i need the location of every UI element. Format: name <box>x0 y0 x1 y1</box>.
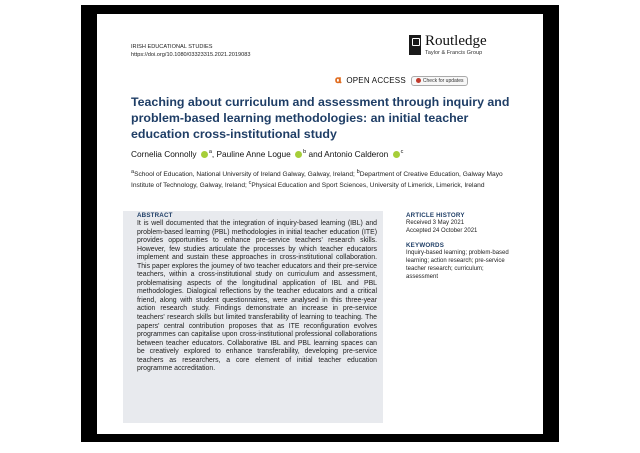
affiliation-b: Department of Creative Education, Galway Mayo Institute of Technology, Galway, Ireland; <box>131 171 503 190</box>
affiliation-c: Physical Education and Sport Sciences, University of Limerick, Limerick, Ireland <box>251 182 485 190</box>
publisher-subtitle: Taylor & Francis Group <box>425 50 483 56</box>
orcid-icon[interactable] <box>393 151 400 158</box>
affiliations <box>131 168 519 190</box>
publisher-name: Routledge <box>425 33 487 49</box>
keywords-section <box>406 242 516 281</box>
open-access-icon: 𝛂 <box>335 75 342 86</box>
author-separator: and <box>308 149 323 159</box>
abstract-heading: ABSTRACT <box>137 212 173 219</box>
author-affiliation-marker: a <box>208 149 212 156</box>
affiliation-marker: a <box>131 169 135 175</box>
open-access-label: OPEN ACCESS <box>346 76 406 85</box>
accepted-date: Accepted 24 October 2021 <box>406 228 478 234</box>
author-affiliation-marker: c <box>400 149 404 156</box>
article-title: Teaching about curriculum and assessment through inquiry and problem-based learning methodologies: an initial teacher education cross-institutional study <box>131 95 510 141</box>
author-affiliation-marker: b <box>303 149 307 156</box>
author-separator: , <box>211 149 215 159</box>
author-list <box>131 149 403 159</box>
affiliation-marker: c <box>248 180 252 187</box>
journal-doi-link[interactable]: https://doi.org/10.1080/03323315.2021.2019083 <box>131 52 251 58</box>
routledge-logo-icon <box>409 35 421 55</box>
abstract-text: It is well documented that the integration of inquiry-based learning (IBL) and problem-based learning (PBL) methodologies in initial teacher education (ITE) provides opportunities to enhance pre-service teachers' research skills. However, few studies articulate the processes by which teacher educators implement and sustain these approaches in cross-institutional collaboration. This paper explores the journey of two teacher educators and their pre-service teachers, within a cross-institutional study on curriculum and assessment, problematising aspects of the longitudinal application of IBL and PBL methodologies. Dialogical reflections by the teacher educators and a critical friend, along with student questionnaires, were analysed in this three-year action research study. Findings demonstrate an increase in pre-service teachers' research skills but limited transferability of learning to teaching. The papers' central contribution proposes that as ITE reconfiguration evolves programmes can capitalise upon cross-institutional professional collaborations between teacher educators. Collaborative IBL and PBL learning spaces can be creatively explored to enhance transferability, developing pre-service teachers as researchers, a core element of initial teacher education programme accreditation. <box>137 220 377 373</box>
affiliation-marker: b <box>356 169 360 175</box>
author-name[interactable]: Pauline Anne Logue <box>216 149 291 159</box>
author-name[interactable]: Antonio Calderon <box>324 149 389 159</box>
crossmark-icon <box>416 78 421 83</box>
affiliation-a: School of Education, National University of Ireland Galway, Galway, Ireland; <box>134 171 355 179</box>
orcid-icon[interactable] <box>201 151 208 158</box>
check-for-updates-label: Check for updates <box>422 77 464 84</box>
keywords-list: Inquiry-based learning; problem-based learning; action research; pre-service teacher research; curriculum; assessment <box>406 250 509 280</box>
journal-header <box>131 43 250 59</box>
publisher-logo[interactable] <box>409 33 487 57</box>
check-for-updates-button[interactable] <box>411 76 469 86</box>
author-name[interactable]: Cornelia Connolly <box>131 149 197 159</box>
article-history-heading: ARTICLE HISTORY <box>406 212 465 219</box>
orcid-icon[interactable] <box>295 151 302 158</box>
article-history <box>406 212 477 235</box>
article-page <box>97 14 543 434</box>
journal-name: IRISH EDUCATIONAL STUDIES <box>131 44 213 50</box>
keywords-heading: KEYWORDS <box>406 242 445 249</box>
received-date: Received 3 May 2021 <box>406 220 465 226</box>
access-row <box>335 75 468 86</box>
